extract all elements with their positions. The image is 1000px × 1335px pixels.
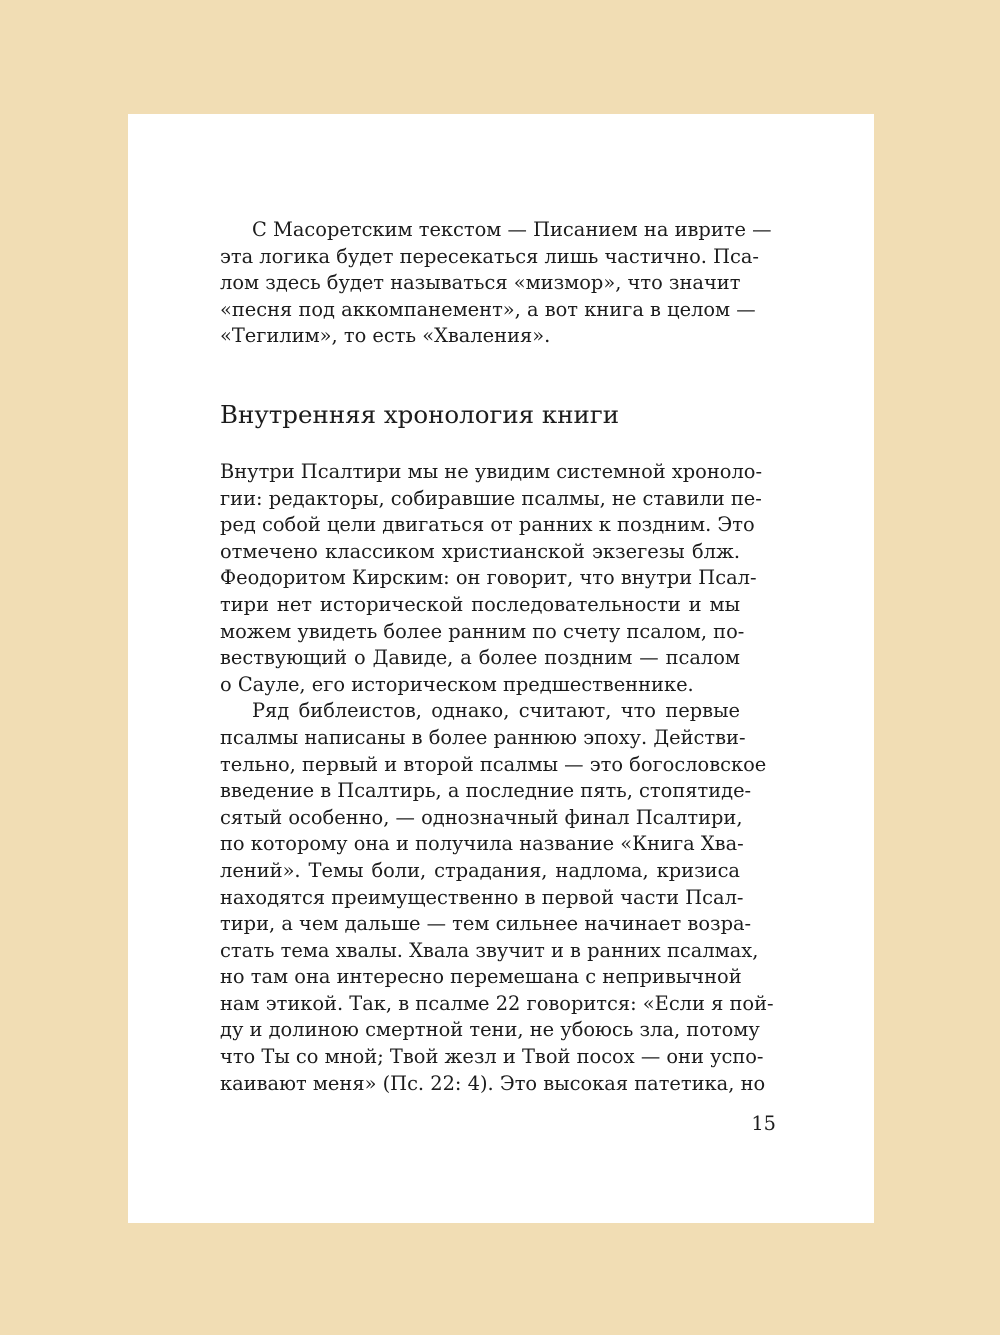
text-line: сятый особенно, — однозначный финал Псалтири, xyxy=(220,805,743,829)
text-line: стать тема хвалы. Хвала звучит и в ранних псалмах, xyxy=(220,938,759,962)
page-number: 15 xyxy=(751,1112,776,1135)
text-line: находятся преимущественно в первой части Псал- xyxy=(220,885,744,909)
text-line: гии: редакторы, собиравшие псалмы, не ставили пе- xyxy=(220,486,762,510)
book-page xyxy=(128,114,874,1223)
text-line: Внутри Псалтири мы не увидим системной хроноло- xyxy=(220,460,762,483)
text-line: нам этикой. Так, в псалме 22 говорится: «Если я пой- xyxy=(220,991,774,1015)
text-line: «Тегилим», то есть «Хваления». xyxy=(220,324,551,348)
text-line: ду и долиною смертной тени, не убоюсь зла, потому xyxy=(220,1018,760,1042)
paragraph-chronology xyxy=(220,459,774,1097)
text-line: можем увидеть более ранним по счету псалом, по- xyxy=(220,619,745,643)
paragraph-masoretic xyxy=(220,217,772,350)
text-line: С Масоретским текстом — Писанием на иврите — xyxy=(252,218,772,241)
text-line: тири нет исторической последовательности и мы xyxy=(220,592,740,616)
text-line: тири, а чем дальше — тем сильнее начинает возра- xyxy=(220,912,752,936)
text-line: лом здесь будет называться «мизмор», что значит xyxy=(220,271,741,295)
text-line: «песня под аккомпанемент», а вот книга в целом — xyxy=(220,297,756,321)
text-line: отмечено классиком христианской экзегезы блж. xyxy=(220,539,740,563)
text-line: лений». Темы боли, страдания, надлома, кризиса xyxy=(220,858,740,882)
text-line: каивают меня» (Пс. 22: 4). Это высокая патетика, но xyxy=(220,1071,766,1095)
section-heading: Внутренняя хронология книги xyxy=(220,400,620,429)
text-line: псалмы написаны в более раннюю эпоху. Действи- xyxy=(220,725,746,749)
text-line: о Сауле, его историческом предшественнике. xyxy=(220,672,694,696)
text-line: что Ты со мной; Твой жезл и Твой посох — они успо- xyxy=(220,1045,764,1069)
text-line: введение в Псалтирь, а последние пять, стопятиде- xyxy=(220,779,752,803)
text-line: тельно, первый и второй псалмы — это богословское xyxy=(220,752,767,776)
text-line: по которому она и получила название «Книга Хва- xyxy=(220,832,744,856)
text-line: но там она интересно перемешана с непривычной xyxy=(220,965,742,989)
text-line: Феодоритом Кирским: он говорит, что внутри Псал- xyxy=(220,566,757,590)
text-line: эта логика будет пересекаться лишь частично. Пса- xyxy=(220,244,759,268)
text-line: Ряд библеистов, однако, считают, что первые xyxy=(252,699,740,723)
text-line: вествующий о Давиде, а более поздним — псалом xyxy=(220,646,740,670)
text-line: ред собой цели двигаться от ранних к поздним. Это xyxy=(220,513,755,537)
